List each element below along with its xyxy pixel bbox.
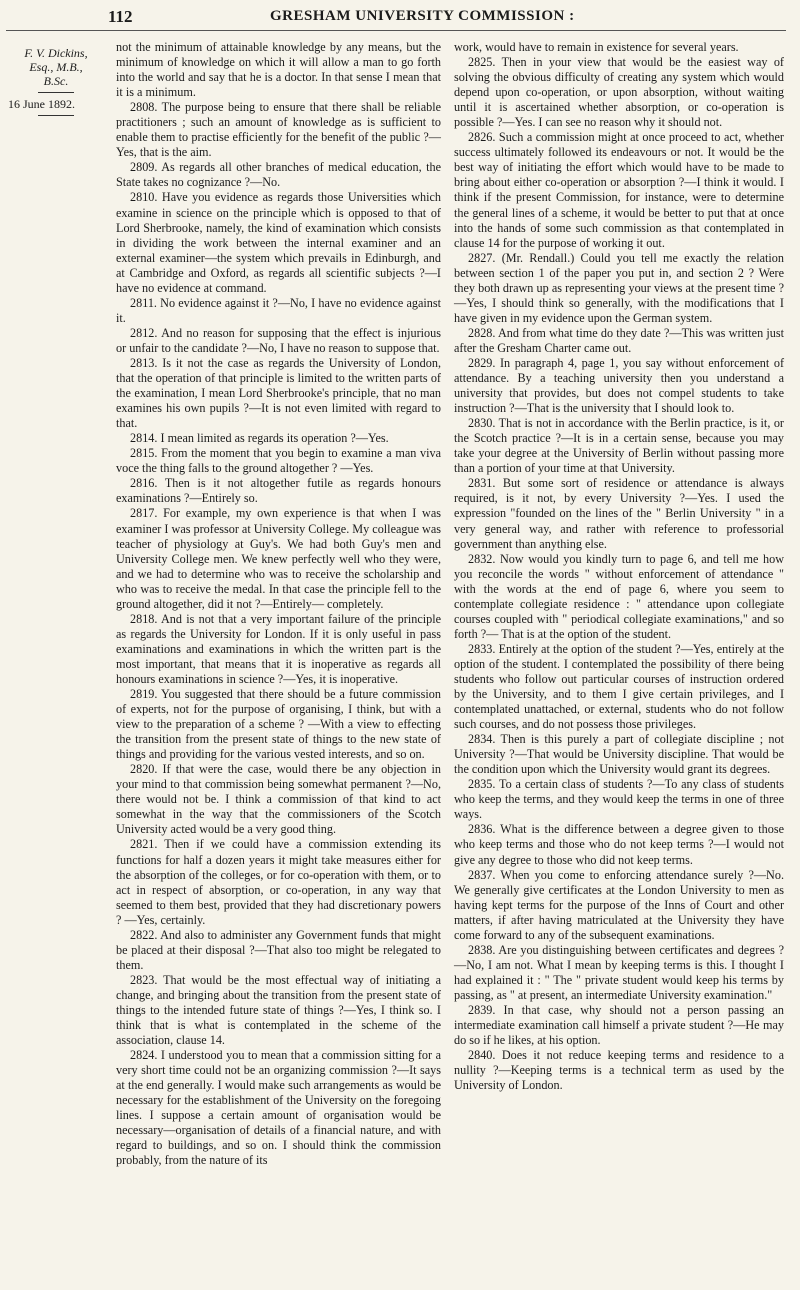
paragraph: 2831. But some sort of residence or attendance is always required, is it not, by every University ?—Yes. I used the expression "founded on the lines of the " Berlin University " in a very general way, and rather with reference to professorial government than anything else. (454, 476, 784, 551)
paragraph: 2834. Then is this purely a part of collegiate discipline ; not University ?—That would be University discipline. That would be the condition upon which the University would grant its degrees. (454, 732, 784, 777)
paragraph: 2825. Then in your view that would be the easiest way of solving the obvious difficulty of creating any system which would depend upon co-operation, or upon absorption, without waiting until it is ascertained whether absorption, or co-operation is possible ?—Yes. I can see no reason why it should not. (454, 55, 784, 130)
paragraph: 2823. That would be the most effectual way of initiating a change, and bringing about the transition from the present state of things to the intended future state of things ?—Yes, I think so. I think that is what is contemplated in the scheme of the association, clause 14. (116, 972, 441, 1048)
paragraph: 2821. Then if we could have a commission extending its functions for half a dozen years it might take measures either for the absorption of the colleges, or for co-operation with them, or to act in respect of absorption, or co-operation, in any way that seemed to them best, provided that they had discretionary powers ? —Yes, certainly. (116, 837, 441, 927)
paragraph: 2836. What is the difference between a degree given to those who keep terms and those who do not keep terms ?—I would not give any degree to those who did not keep terms. (454, 822, 784, 867)
paragraph: work, would have to remain in existence for several years. (454, 40, 739, 54)
paragraph: 2839. In that case, why should not a person passing an intermediate examination call himself a private student ?—He may do so if he likes, at his option. (454, 1003, 784, 1048)
paragraph: 2828. And from what time do they date ?—This was written just after the Gresham Charter came out. (454, 325, 784, 355)
paragraph: 2824. I understood you to mean that a commission sitting for a very short time could not be an organizing commission ?—It says at the end generally. I would make such arrangements as would be necessary for the establishment of the University on the foregoing lines. I suppose a certain amount of organisation would be necessary—organisation of details of a financial nature, and with regard to buildings, and so on. I should think the commission probably, from the nature of its (116, 1048, 441, 1168)
paragraph: 2829. In paragraph 4, page 1, you say without enforcement of attendance. By a teaching university then you understand a university that provides, but does not compel students to take instruction ?—That is the university that I should look to. (454, 355, 784, 416)
paragraph: 2808. The purpose being to ensure that there shall be reliable practitioners ; such an amount of knowledge as is sufficient to enable them to practise efficiently for the benefit of the public ?—Yes, that is the aim. (116, 100, 441, 160)
running-title: GRESHAM UNIVERSITY COMMISSION : (270, 8, 575, 24)
margin-divider (38, 92, 74, 93)
paragraph: not the minimum of attainable knowledge by any means, but the minimum of knowledge on which it will allow a man to go forth into the world and say that he is a doctor. In that sense I mean that it is a minimum. (116, 40, 441, 100)
paragraph: 2813. Is it not the case as regards the University of London, that the operation of that principle is limited to the written parts of the examination, I mean Lord Sherbrooke's principle, that no man examines his own pupils ?—It is not even limited with regard to that. (116, 355, 441, 431)
hearing-date: 16 June 1892. (8, 97, 75, 111)
paragraph: 2814. I mean limited as regards its operation ?—Yes. (130, 431, 389, 446)
paragraph: 2819. You suggested that there should be a future commission of experts, not for the purpose of organising, I think, but with a view to the preparation of a scheme ? —With a view to effecting the transition from the present state of things to the new state of things and providing for the various vested interests, and so on. (116, 687, 441, 762)
paragraph: 2818. And is not that a very important failure of the principle as regards the University for London. If it is only useful in pass examinations and examinations in which the written part is the most important, that means that it is inoperative as regards all honours examinations in science ?—Yes, it is inoperative. (116, 611, 441, 686)
paragraph: 2838. Are you distinguishing between certificates and degrees ?—No, I am not. What I mean by keeping terms is this. I thought I had explained it : " The " private student would keep his terms by passing, as " at present, an intermediate University examination." (454, 942, 784, 1002)
paragraph: 2815. From the moment that you begin to examine a man viva voce the thing falls to the ground altogether ? —Yes. (116, 446, 441, 476)
witness-degree: B.Sc. (43, 74, 69, 88)
paragraph: 2835. To a certain class of students ?—To any class of students who keep the terms, and they would keep the terms in one of three ways. (454, 777, 784, 822)
margin-note (6, 46, 106, 120)
header-rule (6, 30, 786, 31)
paragraph: 2833. Entirely at the option of the student ?—Yes, entirely at the option of the student. I contemplated the possibility of there being students who follow out particular courses of instruction ordered by the University, and to them I give certain privileges, and I contemplated unattached, or external, students who do not follow such courses, and do not possess those privileges. (454, 641, 784, 732)
paragraph: 2816. Then is it not altogether futile as regards honours examinations ?—Entirely so. (116, 476, 441, 506)
page-number: 112 (108, 7, 133, 26)
paragraph: 2827. (Mr. Rendall.) Could you tell me exactly the relation between section 1 of the paper you put in, and section 2 ? Were they both drawn up as representing your views at the present time ?—Yes, I should think so generally, with the modifications that I have given in my evidence upon the German system. (454, 250, 784, 325)
paragraph: 2810. Have you evidence as regards those Universities which examine in science on the principle which is opposed to that of Lord Sherbrooke, namely, the kind of examination which consists in dividing the work between the internal examiner and an external examiner—the system which prevails in Edinburgh, and at Cambridge and Oxford, as regards all scientific subjects ?—I have no evidence at command. (116, 190, 441, 295)
paragraph: 2832. Now would you kindly turn to page 6, and tell me how you reconcile the words " without enforcement of attendance " with the words at the end of page 6, where you seem to contemplate collegiate residence : " attendance upon collegiate courses coupled with " periodical collegiate examinations," and so forth ?— That is at the option of the student. (454, 551, 784, 641)
margin-divider (38, 115, 74, 116)
paragraph: 2840. Does it not reduce keeping terms and residence to a nullity ?—Keeping terms is a technical term as used by the University of London. (454, 1048, 784, 1093)
paragraph: 2820. If that were the case, would there be any objection in your mind to that commission being somewhat permanent ?—No, there would not be. I think a commission of that kind to act somewhat in the way that the commissioners of the Scotch University acted would be a very good thing. (116, 762, 441, 837)
witness-name: F. V. Dickins, (24, 46, 88, 60)
paragraph: 2812. And no reason for supposing that the effect is injurious or unfair to the candidate ?—No, I have no reason to suppose that. (116, 325, 441, 355)
right-column (454, 40, 784, 1093)
paragraph: 2830. That is not in accordance with the Berlin practice, is it, or the Scotch practice ?—It is in a certain sense, because you may take your degree at the University of Berlin without passing more than a portion of your time at that University. (454, 416, 784, 476)
left-column (116, 40, 441, 1169)
witness-title: Esq., M.B., (29, 60, 83, 74)
paragraph: 2817. For example, my own experience is that when I was examiner I was professor at University College. My colleague was teacher of physiology at Guy's. We had both Guy's men and University College men. We knew perfectly well who they were, and we had to determine who was to receive the scholarship and who was to receive the medal. In that case the principle fell to the ground altogether, did it not ?—Entirely— completely. (116, 506, 441, 611)
paragraph: 2811. No evidence against it ?—No, I have no evidence against it. (116, 295, 441, 325)
paragraph: 2837. When you come to enforcing attendance surely ?—No. We generally give certificates at the London University to men as having kept terms for the purpose of the Inns of Court and other matters, if after having matriculated at the University they have come forward to any of the subsequent examinations. (454, 867, 784, 942)
paragraph: 2826. Such a commission might at once proceed to act, whether success ultimately followed its endeavours or not. It would be the best way of initiating the effort which would have to be made to bring about either co-operation or absorption ?—I think it would. I think if the present Commission, for instance, were to determine the general lines of a scheme, it would be better to put that at once into the hands of some such commission as that contemplated in clause 14 for the purpose of working it out. (454, 130, 784, 250)
paragraph: 2822. And also to administer any Government funds that might be placed at their disposal ?—That also too might be relegated to them. (116, 927, 441, 972)
paragraph: 2809. As regards all other branches of medical education, the State takes no cognizance ?—No. (116, 160, 441, 190)
